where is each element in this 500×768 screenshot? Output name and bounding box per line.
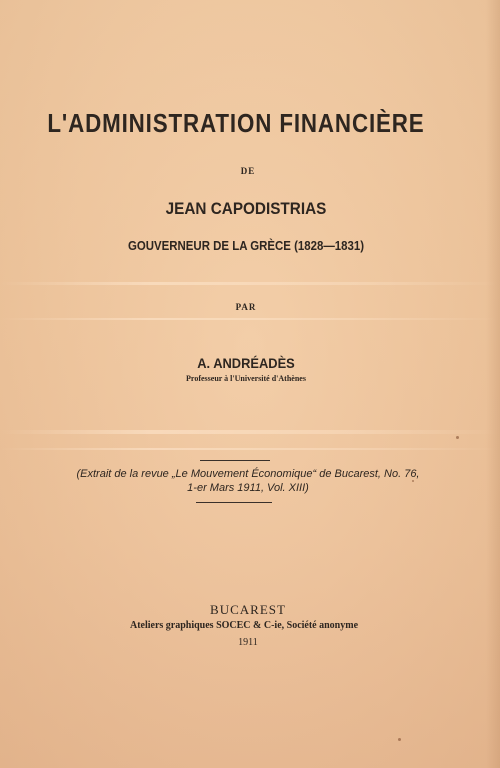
- book-title: L'ADMINISTRATION FINANCIÈRE: [47, 108, 425, 138]
- imprint-year: 1911: [238, 637, 258, 648]
- subject-name: JEAN CAPODISTRIAS: [165, 199, 327, 218]
- divider-rule-top: [200, 460, 270, 461]
- author-name: A. ANDRÉADÈS: [197, 355, 295, 371]
- paper-crease: [0, 448, 500, 450]
- imprint-city: BUCAREST: [210, 602, 286, 617]
- paper-speck: [456, 436, 459, 439]
- divider-rule-bottom: [196, 502, 272, 503]
- author-affiliation: Professeur à l'Université d'Athènes: [186, 374, 306, 383]
- imprint-publisher: Ateliers graphiques SOCEC & C-ie, Société anonyme: [129, 620, 359, 631]
- paper-crease: [0, 282, 500, 285]
- extract-note-line-2: 1-er Mars 1911, Vol. XIII): [187, 482, 309, 494]
- paper-speck: [398, 738, 401, 741]
- subject-role: GOUVERNEUR DE LA GRÈCE (1828—1831): [127, 238, 365, 253]
- title-connector-de: DE: [240, 166, 256, 176]
- paper-crease: [0, 318, 500, 320]
- author-connector-par: PAR: [235, 302, 257, 312]
- extract-note-line-1: (Extrait de la revue „Le Mouvement Économique“ de Bucarest, No. 76,: [76, 468, 420, 480]
- page-edge-shadow: [486, 0, 500, 768]
- paper-crease: [0, 430, 500, 434]
